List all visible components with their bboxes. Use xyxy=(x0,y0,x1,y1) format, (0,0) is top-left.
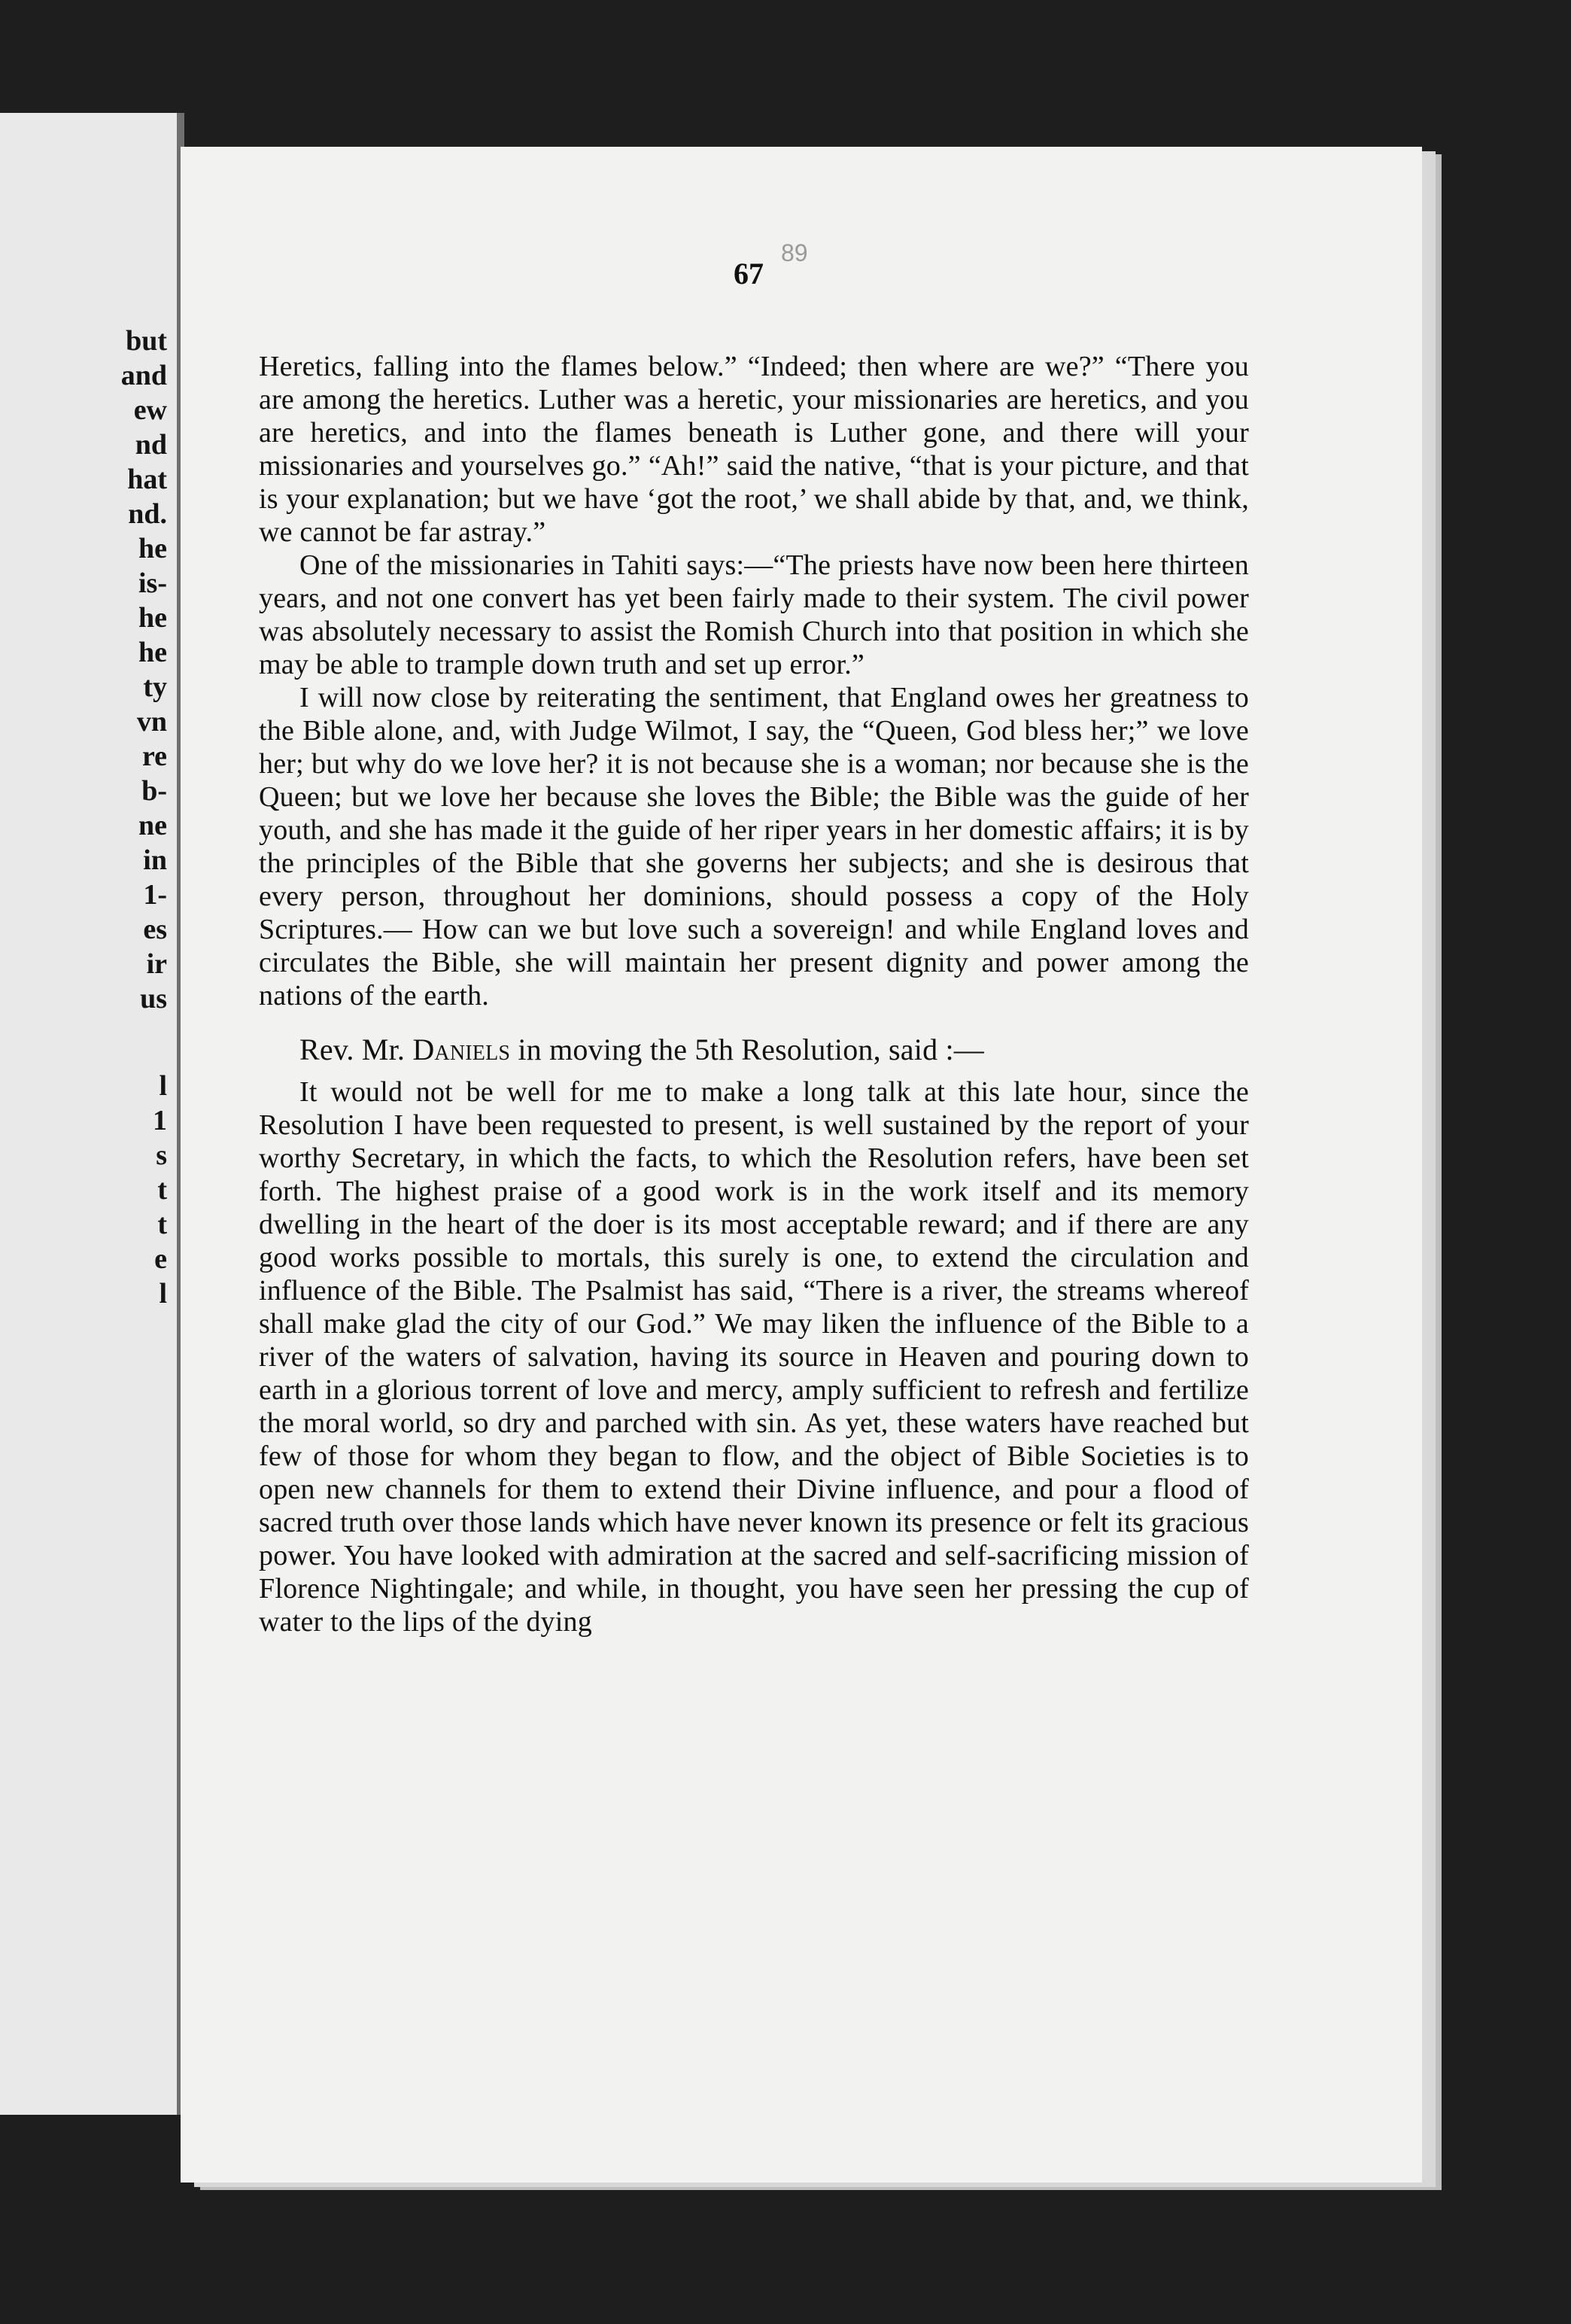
speaker-heading xyxy=(259,1033,1249,1066)
fragment-line: re xyxy=(141,741,167,772)
fragment-line: nd. xyxy=(128,498,167,530)
fragment-line: us xyxy=(140,983,167,1014)
fragment-gap xyxy=(2,1016,167,1069)
paragraph-closing-remarks: I will now close by reiterating the sentiment, that England owes her greatness to the Bible alone, and, with Judge Wilmot, I say, the “Queen, God bless her;” we love her; but why do we love her? it is not because she is a woman; nor because she is the Queen; but we love her because she loves the Bible; the Bible was the guide of her youth, and she has made it the guide of her riper years in her domestic affairs; it is by the principles of the Bible that she governs her subjects; and she is desirous that every person, throughout her dominions, should possess a copy of the Holy Scriptures.— How can we but love such a sovereign! and while England loves and circulates the Bible, she will maintain her present dignity and power among the nations of the earth. xyxy=(259,682,1249,1011)
speaker-suffix: in moving the 5th Resolution, said :— xyxy=(510,1033,984,1066)
fragment-line: hat xyxy=(127,464,167,495)
fragment-line: t xyxy=(157,1174,167,1206)
fragment-line: b- xyxy=(141,775,167,807)
fragment-line: 1- xyxy=(143,879,167,911)
page-number: 67 xyxy=(734,257,764,290)
fragment-line: vn xyxy=(136,706,167,738)
fragment-line: es xyxy=(143,914,167,945)
fragment-line: s xyxy=(156,1139,167,1171)
fragment-line: ir xyxy=(146,948,167,980)
facing-page xyxy=(0,113,184,2115)
handwritten-page-number: 89 xyxy=(781,239,808,266)
fragment-line: l xyxy=(159,1278,167,1310)
fragment-line: but xyxy=(126,325,167,357)
fragment-line: and xyxy=(120,360,167,391)
paragraph-continuation: Heretics, falling into the flames below.” “Indeed; then where are we?” “There you are among the heretics. Luther was a heretic, your missionaries are heretics, and you are heretics, and into the flames beneath is Luther gone, and there will your missionaries and yourselves go.” “Ah!” said the native, “that is your picture, and that is your explanation; but we have ‘got the root,’ we shall abide by that, and, we think, we cannot be far astray.” xyxy=(259,351,1249,548)
page-edge xyxy=(1422,158,1439,2183)
fragment-line: ne xyxy=(138,810,167,841)
fragment-line: ew xyxy=(133,394,167,426)
paragraph-tahiti: One of the missionaries in Tahiti says:—“The priests have now been here thirteen years, and not one convert has yet been fairly made to their system. The civil power was absolutely necessary to assist the Romish Church into that position in which she may be able to trample down truth and set up error.” xyxy=(259,549,1249,680)
fragment-line: he xyxy=(138,637,167,668)
speaker-prefix: Rev. Mr. xyxy=(299,1033,413,1066)
fragment-line: in xyxy=(143,844,167,876)
fragment-line: he xyxy=(138,533,167,564)
fragment-line: nd xyxy=(135,429,167,461)
page-body xyxy=(259,350,1249,1638)
speaker-name: Daniels xyxy=(412,1033,511,1066)
paragraph-daniels-speech: It would not be well for me to make a long talk at this late hour, since the Resolution I have been requested to present, is well sustained by the report of your worthy Secretary, in which the facts, to which the Resolution refers, have been set forth. The highest praise of a good work is in the work itself and its memory dwelling in the heart of the doer is its most acceptable reward; and if there are any good works possible to mortals, this surely is one, to extend the circulation and influence of the Bible. The Psalmist has said, “There is a river, the streams whereof shall make glad the city of our God.” We may liken the influence of the Bible to a river of the waters of salvation, having its source in Heaven and pouring down to earth in a glorious torrent of love and mercy, amply sufficient to refresh and fertilize the moral world, so dry and parched with sin. As yet, these waters have reached but few of those for whom they began to flow, and the object of Bible Societies is to open new channels for them to extend their Divine influence, and pour a flood of sacred truth over those lands which have never known its presence or felt its gracious power. You have looked with admiration at the sacred and self-sacrificing mission of Florence Nightingale; and while, in thought, you have seen her pressing the cup of water to the lips of the dying xyxy=(259,1076,1249,1638)
fragment-line: e xyxy=(154,1243,167,1275)
fragment-line: he xyxy=(138,602,167,634)
fragment-line: 1 xyxy=(153,1105,167,1136)
fragment-line: is- xyxy=(138,567,167,599)
facing-page-text xyxy=(2,324,167,1311)
fragment-line: ty xyxy=(143,671,167,703)
fragment-line: t xyxy=(157,1209,167,1240)
fragment-line: l xyxy=(159,1070,167,1102)
